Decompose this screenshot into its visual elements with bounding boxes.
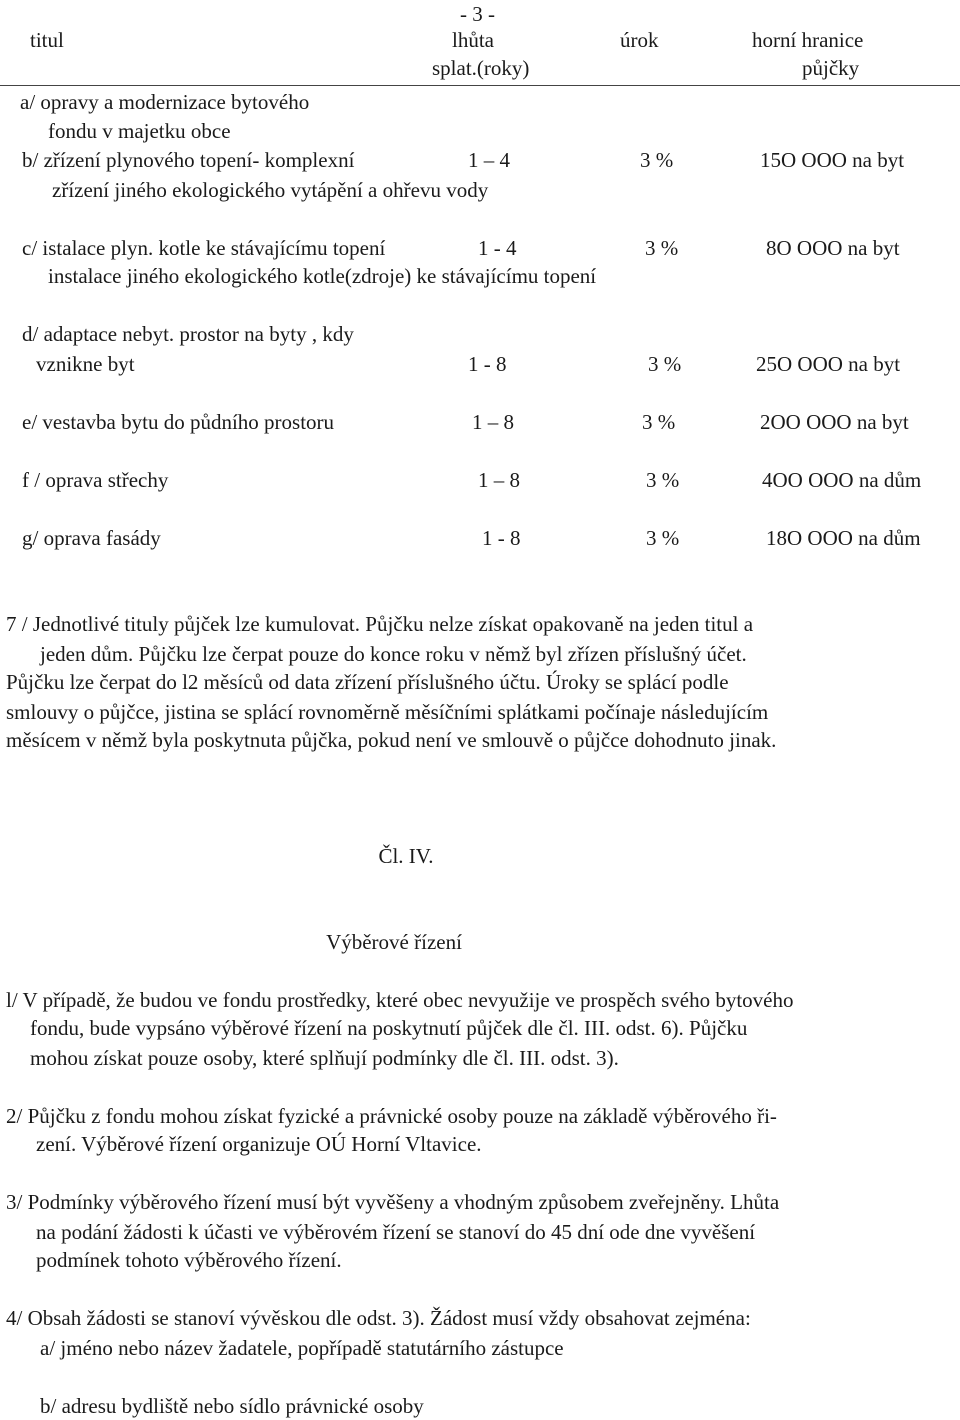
header-col-term-line2: splat.(roky) xyxy=(432,56,530,80)
row-d-title-line1: d/ adaptace nebyt. prostor na byty , kdy xyxy=(22,322,354,346)
para7-line1: 7 / Jednotlivé tituly půjček lze kumulovat. Půjčku nelze získat opakovaně na jeden titul a xyxy=(6,612,754,636)
row-e-term: 1 – 8 xyxy=(472,410,514,434)
row-c-rate: 3 % xyxy=(645,236,679,260)
row-f-rate: 3 % xyxy=(646,468,680,492)
row-e-title: e/ vestavba bytu do půdního prostoru xyxy=(22,410,335,434)
para4-line2: a/ jméno nebo název žadatele, popřípadě statutárního zástupce xyxy=(40,1336,564,1360)
para4-line3: b/ adresu bydliště nebo sídlo právnické osoby xyxy=(40,1394,424,1418)
para2-line2: zení. Výběrové řízení organizuje OÚ Horní Vltavice. xyxy=(36,1132,482,1156)
header-col-term-line1: lhůta xyxy=(452,28,494,52)
row-c-term: 1 - 4 xyxy=(478,236,517,260)
row-b-title-line2: zřízení jiného ekologického vytápění a ohřevu vody xyxy=(52,178,489,202)
row-e-rate: 3 % xyxy=(642,410,676,434)
row-b-title-line1: b/ zřízení plynového topení- komplexní xyxy=(22,148,355,172)
header-col-limit-line2: půjčky xyxy=(802,56,860,80)
row-c-limit: 8O OOO na byt xyxy=(766,236,900,260)
para1-line1: l/ V případě, že budou ve fondu prostředky, které obec nevyužije ve prospěch svého bytového xyxy=(6,988,794,1012)
row-b-term: 1 – 4 xyxy=(468,148,510,172)
row-a-title-line1: a/ opravy a modernizace bytového xyxy=(20,90,310,114)
row-g-title: g/ oprava fasády xyxy=(22,526,161,550)
row-d-rate: 3 % xyxy=(648,352,682,376)
article-number: Čl. IV. xyxy=(378,844,434,868)
para4-line1: 4/ Obsah žádosti se stanoví vývěskou dle odst. 3). Žádost musí vždy obsahovat zejména: xyxy=(6,1306,751,1330)
header-divider xyxy=(0,85,960,86)
para3-line3: podmínek tohoto výběrového řízení. xyxy=(36,1248,342,1272)
para1-line3: mohou získat pouze osoby, které splňují podmínky dle čl. III. odst. 3). xyxy=(30,1046,619,1070)
row-b-limit: 15O OOO na byt xyxy=(760,148,905,172)
para1-line2: fondu, bude vypsáno výběrové řízení na poskytnutí půjček dle čl. III. odst. 6). Půjčku xyxy=(30,1016,748,1040)
row-d-limit: 25O OOO na byt xyxy=(756,352,901,376)
row-g-term: 1 - 8 xyxy=(482,526,521,550)
row-f-title: f / oprava střechy xyxy=(22,468,169,492)
page-number: - 3 - xyxy=(460,2,495,26)
row-f-limit: 4OO OOO na dům xyxy=(762,468,922,492)
row-e-limit: 2OO OOO na byt xyxy=(760,410,909,434)
row-c-title-line1: c/ istalace plyn. kotle ke stávajícímu topení xyxy=(22,236,386,260)
row-g-rate: 3 % xyxy=(646,526,680,550)
row-f-term: 1 – 8 xyxy=(478,468,520,492)
para2-line1: 2/ Půjčku z fondu mohou získat fyzické a právnické osoby pouze na základě výběrového ři- xyxy=(6,1104,777,1128)
article-title: Výběrové řízení xyxy=(326,930,462,954)
row-d-term: 1 - 8 xyxy=(468,352,507,376)
row-a-title-line2: fondu v majetku obce xyxy=(48,119,231,143)
row-b-rate: 3 % xyxy=(640,148,674,172)
row-d-title-line2: vznikne byt xyxy=(36,352,135,376)
header-col-limit-line1: horní hranice xyxy=(752,28,864,52)
para7-line3: Půjčku lze čerpat do l2 měsíců od data zřízení příslušného účtu. Úroky se splácí podle xyxy=(6,670,729,694)
row-g-limit: 18O OOO na dům xyxy=(766,526,921,550)
header-col-title: titul xyxy=(30,28,64,52)
para7-line4: smlouvy o půjčce, jistina se splácí rovnoměrně měsíčními splátkami počínaje následujícím xyxy=(6,700,769,724)
header-col-rate: úrok xyxy=(620,28,659,52)
para7-line2: jeden dům. Půjčku lze čerpat pouze do konce roku v němž byl zřízen příslušný účet. xyxy=(40,642,747,666)
para3-line1: 3/ Podmínky výběrového řízení musí být vyvěšeny a vhodným způsobem zveřejněny. Lhůta xyxy=(6,1190,780,1214)
para7-line5: měsícem v němž byla poskytnuta půjčka, pokud není ve smlouvě o půjčce dohodnuto jinak. xyxy=(6,728,777,752)
para3-line2: na podání žádosti k účasti ve výběrovém řízení se stanoví do 45 dní ode dne vyvěšení xyxy=(36,1220,756,1244)
row-c-title-line2: instalace jiného ekologického kotle(zdroje) ke stávajícímu topení xyxy=(48,264,597,288)
